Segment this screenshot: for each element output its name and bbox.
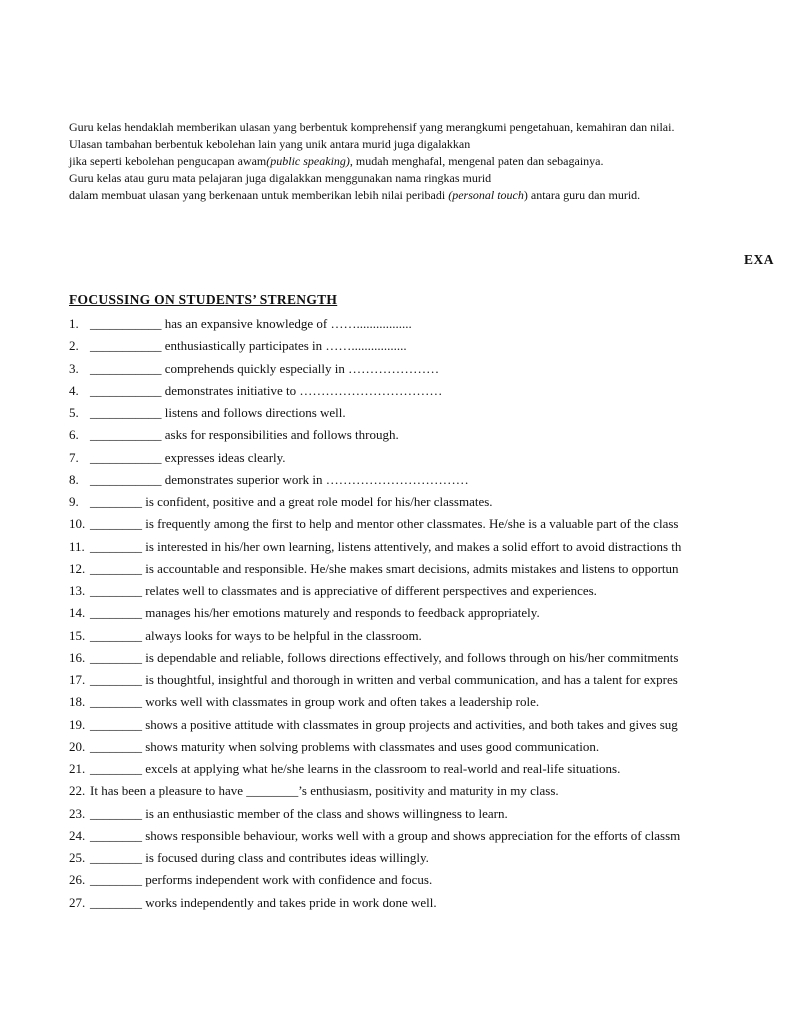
list-item-number: 23. (69, 805, 86, 821)
list-item-text: ___________ listens and follows directions well. (90, 405, 346, 420)
list-item-number: 14. (69, 605, 86, 621)
list-item (69, 380, 789, 402)
list-item-text: ________ is focused during class and contributes ideas willingly. (90, 850, 429, 865)
list-item (69, 536, 789, 558)
list-item-text: ________ excels at applying what he/she learns in the classroom to real-world and real-life situations. (90, 761, 621, 776)
list-item (69, 869, 789, 891)
list-item-text: ___________ expresses ideas clearly. (90, 449, 286, 465)
list-item (69, 736, 789, 758)
list-item (69, 847, 789, 869)
list-item-number: 1. (69, 316, 79, 331)
list-item-text: ________ is thoughtful, insightful and thorough in written and verbal communication, and has a talent for expres (90, 672, 678, 687)
list-item-number: 11. (69, 538, 85, 554)
list-item-text: ________ works independently and takes pride in work done well. (90, 894, 437, 910)
list-item (69, 424, 789, 446)
intro-line-1: Guru kelas hendaklah memberikan ulasan yang berbentuk komprehensif yang merangkumi pengetahuan, kemahiran dan nilai. (69, 120, 675, 134)
intro-line-3-text-b: , mudah menghafal, mengenal paten dan sebagainya. (349, 154, 604, 168)
list-item (69, 513, 789, 535)
list-item (69, 647, 789, 669)
list-item-text: ________ is confident, positive and a great role model for his/her classmates. (90, 494, 493, 509)
list-item-number: 25. (69, 850, 86, 865)
list-item-text: ________ shows a positive attitude with classmates in group projects and activities, and both takes and gives sug (90, 716, 678, 732)
list-item (69, 892, 789, 914)
intro-line-3-italic: (public speaking) (266, 154, 350, 168)
list-item-text: ___________ asks for responsibilities and follows through. (90, 427, 399, 443)
list-item-text: ________ shows responsible behaviour, works well with a group and shows appreciation for the efforts of classm (90, 827, 681, 843)
section-title: FOCUSSING ON STUDENTS’ STRENGTH (69, 292, 338, 307)
intro-line-5-text-a: dalam membuat ulasan yang berkenaan untuk memberikan lebih nilai peribadi (69, 188, 449, 202)
list-item (69, 335, 789, 357)
list-item-number: 27. (69, 894, 86, 910)
list-item-text: ________ shows maturity when solving problems with classmates and uses good communication. (90, 738, 600, 754)
intro-line-4: Guru kelas atau guru mata pelajaran juga digalakkan menggunakan nama ringkas murid (69, 171, 492, 185)
list-item (69, 625, 789, 647)
list-item-text: ________ is an enthusiastic member of the class and shows willingness to learn. (90, 805, 508, 821)
list-item (69, 313, 789, 335)
list-item (69, 669, 789, 691)
intro-line-3 (69, 153, 789, 170)
list-item-number: 24. (69, 827, 86, 843)
list-item-number: 20. (69, 738, 86, 754)
list-item-number: 9. (69, 494, 79, 509)
list-item (69, 691, 789, 713)
list-item-number: 12. (69, 560, 86, 576)
list-item-number: 16. (69, 649, 86, 665)
list-item-text: ________ relates well to classmates and is appreciative of different perspectives and experiences. (90, 583, 597, 598)
list-item (69, 825, 789, 847)
list-item-text: ________ manages his/her emotions maturely and responds to feedback appropriately. (90, 605, 540, 621)
list-item (69, 358, 789, 380)
list-item-number: 19. (69, 716, 86, 732)
intro-line-5-text-b: ) antara guru dan murid. (523, 188, 641, 202)
list-item-number: 7. (69, 449, 79, 465)
list-item-text: ________ performs independent work with confidence and focus. (90, 872, 433, 888)
list-item-text: ___________ comprehends quickly especially in ………………… (90, 360, 440, 376)
intro-line-2: Ulasan tambahan berbentuk kebolehan lain yang unik antara murid juga digalakkan (69, 137, 471, 151)
list-item-text: ___________ enthusiastically participates in ……................. (90, 338, 407, 354)
list-item (69, 780, 789, 802)
list-item-number: 22. (69, 783, 86, 799)
list-item (69, 469, 789, 491)
list-item-text: ___________ has an expansive knowledge of ……................. (90, 316, 412, 331)
list-item (69, 402, 789, 424)
list-item-number: 17. (69, 672, 86, 687)
intro-paragraph (69, 119, 789, 204)
list-item (69, 803, 789, 825)
list-item-text: ________ is interested in his/her own learning, listens attentively, and makes a solid effort to avoid distractions th (90, 538, 682, 554)
list-item-number: 13. (69, 583, 86, 598)
list-item-text: ________ always looks for ways to be helpful in the classroom. (90, 627, 422, 643)
list-item (69, 580, 789, 602)
list-item-number: 26. (69, 872, 86, 888)
list-item (69, 758, 789, 780)
list-item-text: ________ works well with classmates in group work and often takes a leadership role. (90, 694, 540, 710)
list-item-number: 18. (69, 694, 86, 710)
list-item (69, 714, 789, 736)
list-item-number: 10. (69, 516, 86, 532)
intro-line-3-text-a: jika seperti kebolehan pengucapan awam (69, 154, 267, 168)
list-item-number: 21. (69, 761, 86, 776)
list-item-number: 5. (69, 405, 79, 420)
list-item-number: 4. (69, 382, 79, 398)
list-item-text: ________ is dependable and reliable, follows directions effectively, and follows through on his/her commitments (90, 649, 679, 665)
list-item-text: ___________ demonstrates initiative to …………………………… (90, 382, 443, 398)
examples-heading: EXA (744, 252, 775, 267)
list-item-number: 2. (69, 338, 79, 354)
list-item-number: 6. (69, 427, 79, 443)
list-item (69, 558, 789, 580)
list-item-text: ________ is accountable and responsible. He/she makes smart decisions, admits mistakes and listens to opportun (90, 560, 679, 576)
list-item-text: ___________ demonstrates superior work in …………………………… (90, 471, 469, 487)
list-item-text: ________ is frequently among the first to help and mentor other classmates. He/she is a valuable part of the class (90, 516, 679, 532)
list-item-number: 3. (69, 360, 79, 376)
list-item (69, 602, 789, 624)
list-item-number: 8. (69, 471, 79, 487)
comment-list (69, 313, 789, 914)
list-item (69, 447, 789, 469)
list-item (69, 491, 789, 513)
list-item-text: It has been a pleasure to have ________’s enthusiasm, positivity and maturity in my class. (90, 783, 559, 799)
intro-line-5-italic: (personal touch (448, 188, 524, 202)
list-item-number: 15. (69, 627, 86, 643)
intro-line-5 (69, 187, 789, 204)
